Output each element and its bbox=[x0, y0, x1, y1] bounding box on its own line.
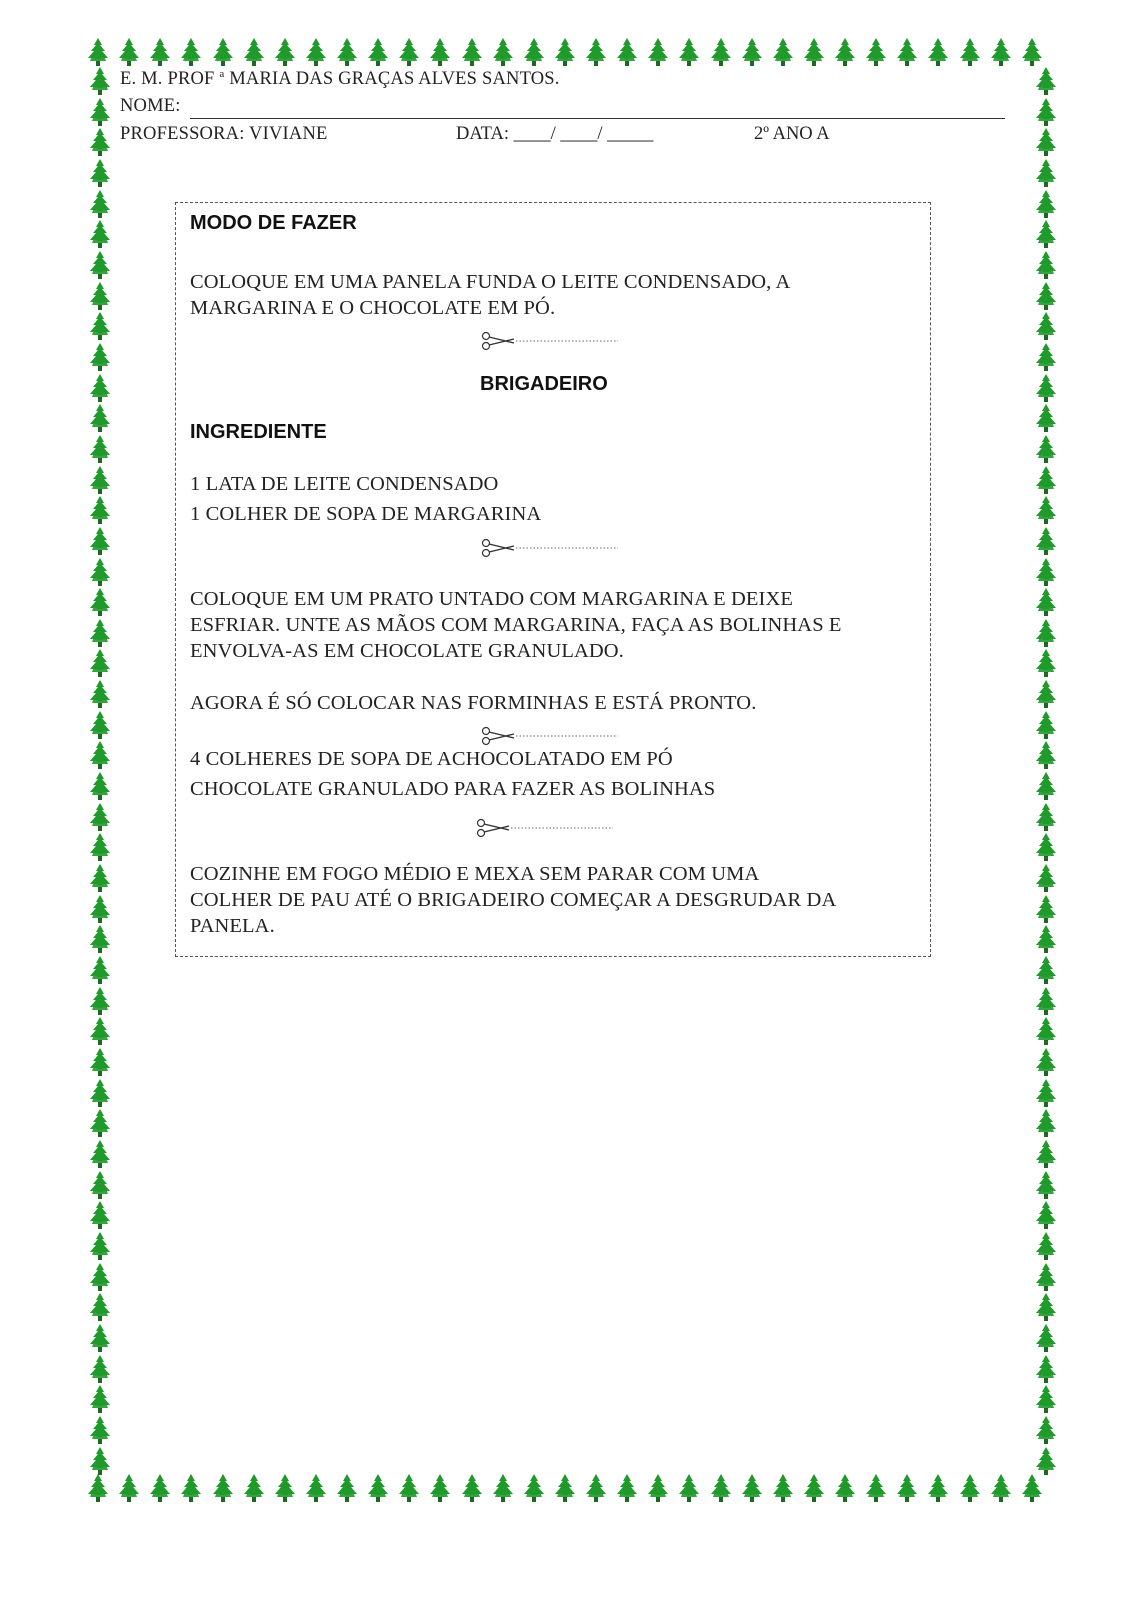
christmas-tree-icon bbox=[333, 1473, 361, 1503]
school-prefix: E. M. PROF bbox=[120, 69, 220, 89]
christmas-tree-icon bbox=[86, 281, 114, 311]
christmas-tree-icon bbox=[364, 37, 392, 67]
christmas-tree-icon bbox=[86, 924, 114, 954]
ingredient-line-2: 1 COLHER DE SOPA DE MARGARINA bbox=[190, 503, 542, 525]
christmas-tree-icon bbox=[1032, 1047, 1060, 1077]
christmas-tree-icon bbox=[831, 37, 859, 67]
christmas-tree-icon bbox=[86, 1262, 114, 1292]
christmas-tree-icon bbox=[86, 495, 114, 525]
christmas-tree-icon bbox=[86, 1384, 114, 1414]
modo-title: MODO DE FAZER bbox=[190, 212, 357, 234]
christmas-tree-icon bbox=[489, 37, 517, 67]
christmas-tree-icon bbox=[86, 1354, 114, 1384]
christmas-tree-icon bbox=[302, 1473, 330, 1503]
christmas-tree-icon bbox=[115, 37, 143, 67]
christmas-tree-icon bbox=[86, 802, 114, 832]
name-label: NOME: bbox=[120, 96, 181, 116]
christmas-tree-icon bbox=[1032, 1231, 1060, 1261]
christmas-tree-icon bbox=[1032, 127, 1060, 157]
christmas-tree-icon bbox=[86, 1292, 114, 1322]
scissors-icon bbox=[480, 538, 620, 558]
christmas-tree-icon bbox=[582, 1473, 610, 1503]
christmas-tree-icon bbox=[86, 863, 114, 893]
christmas-tree-icon bbox=[1032, 802, 1060, 832]
christmas-tree-icon bbox=[86, 1108, 114, 1138]
christmas-tree-icon bbox=[1032, 894, 1060, 924]
christmas-tree-icon bbox=[458, 37, 486, 67]
christmas-tree-icon bbox=[86, 342, 114, 372]
christmas-tree-icon bbox=[1032, 311, 1060, 341]
christmas-tree-icon bbox=[1032, 1108, 1060, 1138]
christmas-tree-icon bbox=[86, 1323, 114, 1353]
christmas-tree-icon bbox=[86, 189, 114, 219]
christmas-tree-icon bbox=[1032, 373, 1060, 403]
christmas-tree-icon bbox=[1032, 955, 1060, 985]
christmas-tree-icon bbox=[613, 37, 641, 67]
christmas-tree-icon bbox=[1032, 158, 1060, 188]
christmas-tree-icon bbox=[1032, 434, 1060, 464]
christmas-tree-icon bbox=[1032, 403, 1060, 433]
christmas-tree-icon bbox=[1032, 1078, 1060, 1108]
christmas-tree-icon bbox=[1032, 832, 1060, 862]
christmas-tree-icon bbox=[1032, 863, 1060, 893]
christmas-tree-icon bbox=[86, 219, 114, 249]
border-bottom bbox=[84, 1470, 1046, 1506]
christmas-tree-icon bbox=[146, 37, 174, 67]
christmas-tree-icon bbox=[1032, 250, 1060, 280]
christmas-tree-icon bbox=[1032, 219, 1060, 249]
christmas-tree-icon bbox=[1032, 710, 1060, 740]
plate-line-1: COLOQUE EM UM PRATO UNTADO COM MARGARINA E DEIXE bbox=[190, 588, 793, 610]
christmas-tree-icon bbox=[86, 986, 114, 1016]
christmas-tree-icon bbox=[333, 37, 361, 67]
christmas-tree-icon bbox=[1032, 526, 1060, 556]
christmas-tree-icon bbox=[86, 1200, 114, 1230]
christmas-tree-icon bbox=[582, 37, 610, 67]
christmas-tree-icon bbox=[800, 37, 828, 67]
christmas-tree-icon bbox=[86, 618, 114, 648]
modo-line-2: MARGARINA E O CHOCOLATE EM PÓ. bbox=[190, 297, 556, 319]
christmas-tree-icon bbox=[209, 37, 237, 67]
christmas-tree-icon bbox=[86, 740, 114, 770]
christmas-tree-icon bbox=[924, 37, 952, 67]
christmas-tree-icon bbox=[86, 955, 114, 985]
christmas-tree-icon bbox=[675, 37, 703, 67]
christmas-tree-icon bbox=[738, 1473, 766, 1503]
christmas-tree-icon bbox=[86, 311, 114, 341]
christmas-tree-icon bbox=[675, 1473, 703, 1503]
ingredient-line-3: 4 COLHERES DE SOPA DE ACHOCOLATADO EM PÓ bbox=[190, 748, 673, 770]
christmas-tree-icon bbox=[1032, 66, 1060, 96]
christmas-tree-icon bbox=[86, 1446, 114, 1476]
christmas-tree-icon bbox=[1032, 1262, 1060, 1292]
scissors-icon bbox=[475, 818, 615, 838]
christmas-tree-icon bbox=[1032, 1200, 1060, 1230]
christmas-tree-icon bbox=[271, 37, 299, 67]
christmas-tree-icon bbox=[1018, 1473, 1046, 1503]
christmas-tree-icon bbox=[86, 1139, 114, 1169]
school-suffix: MARIA DAS GRAÇAS ALVES SANTOS. bbox=[224, 69, 560, 89]
christmas-tree-icon bbox=[1032, 189, 1060, 219]
christmas-tree-icon bbox=[86, 648, 114, 678]
christmas-tree-icon bbox=[520, 37, 548, 67]
christmas-tree-icon bbox=[86, 894, 114, 924]
christmas-tree-icon bbox=[1032, 1384, 1060, 1414]
school-sup: a bbox=[219, 68, 225, 80]
christmas-tree-icon bbox=[86, 127, 114, 157]
christmas-tree-icon bbox=[86, 679, 114, 709]
christmas-tree-icon bbox=[1032, 1139, 1060, 1169]
christmas-tree-icon bbox=[1032, 495, 1060, 525]
christmas-tree-icon bbox=[86, 1047, 114, 1077]
christmas-tree-icon bbox=[86, 771, 114, 801]
christmas-tree-icon bbox=[86, 1078, 114, 1108]
christmas-tree-icon bbox=[893, 37, 921, 67]
christmas-tree-icon bbox=[177, 1473, 205, 1503]
christmas-tree-icon bbox=[1032, 1292, 1060, 1322]
christmas-tree-icon bbox=[86, 1231, 114, 1261]
christmas-tree-icon bbox=[1032, 1016, 1060, 1046]
christmas-tree-icon bbox=[84, 37, 112, 67]
christmas-tree-icon bbox=[1032, 1354, 1060, 1384]
christmas-tree-icon bbox=[800, 1473, 828, 1503]
ingredient-line-4: CHOCOLATE GRANULADO PARA FAZER AS BOLINHAS bbox=[190, 778, 716, 800]
school-name bbox=[120, 68, 560, 90]
christmas-tree-icon bbox=[1032, 924, 1060, 954]
christmas-tree-icon bbox=[489, 1473, 517, 1503]
christmas-tree-icon bbox=[86, 710, 114, 740]
christmas-tree-icon bbox=[426, 37, 454, 67]
christmas-tree-icon bbox=[395, 1473, 423, 1503]
christmas-tree-icon bbox=[924, 1473, 952, 1503]
christmas-tree-icon bbox=[1032, 97, 1060, 127]
christmas-tree-icon bbox=[1032, 679, 1060, 709]
christmas-tree-icon bbox=[956, 37, 984, 67]
christmas-tree-icon bbox=[240, 37, 268, 67]
christmas-tree-icon bbox=[86, 832, 114, 862]
christmas-tree-icon bbox=[458, 1473, 486, 1503]
christmas-tree-icon bbox=[1032, 618, 1060, 648]
christmas-tree-icon bbox=[1032, 1446, 1060, 1476]
scissors-icon bbox=[480, 331, 620, 351]
border-right bbox=[1030, 66, 1062, 1476]
christmas-tree-icon bbox=[551, 37, 579, 67]
christmas-tree-icon bbox=[86, 97, 114, 127]
christmas-tree-icon bbox=[862, 1473, 890, 1503]
scissors-icon bbox=[480, 726, 620, 746]
christmas-tree-icon bbox=[1032, 1323, 1060, 1353]
plate-line-2: ESFRIAR. UNTE AS MÃOS COM MARGARINA, FAÇA AS BOLINHAS E bbox=[190, 614, 842, 636]
christmas-tree-icon bbox=[426, 1473, 454, 1503]
christmas-tree-icon bbox=[1032, 342, 1060, 372]
christmas-tree-icon bbox=[86, 557, 114, 587]
teacher-label: PROFESSORA: VIVIANE bbox=[120, 124, 328, 144]
christmas-tree-icon bbox=[86, 1170, 114, 1200]
christmas-tree-icon bbox=[1032, 465, 1060, 495]
christmas-tree-icon bbox=[1032, 1415, 1060, 1445]
christmas-tree-icon bbox=[1032, 557, 1060, 587]
border-top bbox=[84, 34, 1046, 70]
christmas-tree-icon bbox=[86, 158, 114, 188]
christmas-tree-icon bbox=[987, 1473, 1015, 1503]
christmas-tree-icon bbox=[1032, 587, 1060, 617]
cook-line-1: COZINHE EM FOGO MÉDIO E MEXA SEM PARAR COM UMA bbox=[190, 863, 760, 885]
christmas-tree-icon bbox=[769, 1473, 797, 1503]
christmas-tree-icon bbox=[1032, 1170, 1060, 1200]
christmas-tree-icon bbox=[613, 1473, 641, 1503]
christmas-tree-icon bbox=[831, 1473, 859, 1503]
christmas-tree-icon bbox=[86, 250, 114, 280]
christmas-tree-icon bbox=[240, 1473, 268, 1503]
ingredient-line-1: 1 LATA DE LEITE CONDENSADO bbox=[190, 473, 499, 495]
recipe-title: BRIGADEIRO bbox=[480, 373, 608, 395]
christmas-tree-icon bbox=[1018, 37, 1046, 67]
cook-line-3: PANELA. bbox=[190, 915, 275, 937]
christmas-tree-icon bbox=[146, 1473, 174, 1503]
christmas-tree-icon bbox=[86, 465, 114, 495]
christmas-tree-icon bbox=[520, 1473, 548, 1503]
christmas-tree-icon bbox=[86, 373, 114, 403]
christmas-tree-icon bbox=[707, 1473, 735, 1503]
modo-line-1: COLOQUE EM UMA PANELA FUNDA O LEITE CONDENSADO, A bbox=[190, 271, 791, 293]
christmas-tree-icon bbox=[86, 434, 114, 464]
christmas-tree-icon bbox=[707, 37, 735, 67]
christmas-tree-icon bbox=[551, 1473, 579, 1503]
date-label: DATA: ____/ ____/ _____ bbox=[456, 124, 654, 144]
christmas-tree-icon bbox=[86, 587, 114, 617]
grade-label: 2º ANO A bbox=[754, 124, 830, 144]
christmas-tree-icon bbox=[209, 1473, 237, 1503]
christmas-tree-icon bbox=[86, 1016, 114, 1046]
christmas-tree-icon bbox=[84, 1473, 112, 1503]
christmas-tree-icon bbox=[115, 1473, 143, 1503]
cook-line-2: COLHER DE PAU ATÉ O BRIGADEIRO COMEÇAR A DESGRUDAR DA bbox=[190, 889, 837, 911]
christmas-tree-icon bbox=[644, 1473, 672, 1503]
christmas-tree-icon bbox=[86, 66, 114, 96]
christmas-tree-icon bbox=[86, 526, 114, 556]
christmas-tree-icon bbox=[1032, 771, 1060, 801]
christmas-tree-icon bbox=[302, 37, 330, 67]
christmas-tree-icon bbox=[271, 1473, 299, 1503]
plate-line-3: ENVOLVA-AS EM CHOCOLATE GRANULADO. bbox=[190, 640, 624, 662]
christmas-tree-icon bbox=[738, 37, 766, 67]
christmas-tree-icon bbox=[86, 403, 114, 433]
ingredients-title: INGREDIENTE bbox=[190, 421, 327, 443]
christmas-tree-icon bbox=[769, 37, 797, 67]
border-left bbox=[84, 66, 116, 1476]
finish-line: AGORA É SÓ COLOCAR NAS FORMINHAS E ESTÁ PRONTO. bbox=[190, 692, 757, 714]
christmas-tree-icon bbox=[862, 37, 890, 67]
christmas-tree-icon bbox=[1032, 648, 1060, 678]
christmas-tree-icon bbox=[956, 1473, 984, 1503]
christmas-tree-icon bbox=[395, 37, 423, 67]
christmas-tree-icon bbox=[987, 37, 1015, 67]
christmas-tree-icon bbox=[644, 37, 672, 67]
christmas-tree-icon bbox=[1032, 740, 1060, 770]
christmas-tree-icon bbox=[177, 37, 205, 67]
christmas-tree-icon bbox=[1032, 986, 1060, 1016]
name-field-line[interactable] bbox=[190, 118, 1005, 119]
christmas-tree-icon bbox=[1032, 281, 1060, 311]
christmas-tree-icon bbox=[893, 1473, 921, 1503]
christmas-tree-icon bbox=[364, 1473, 392, 1503]
christmas-tree-icon bbox=[86, 1415, 114, 1445]
